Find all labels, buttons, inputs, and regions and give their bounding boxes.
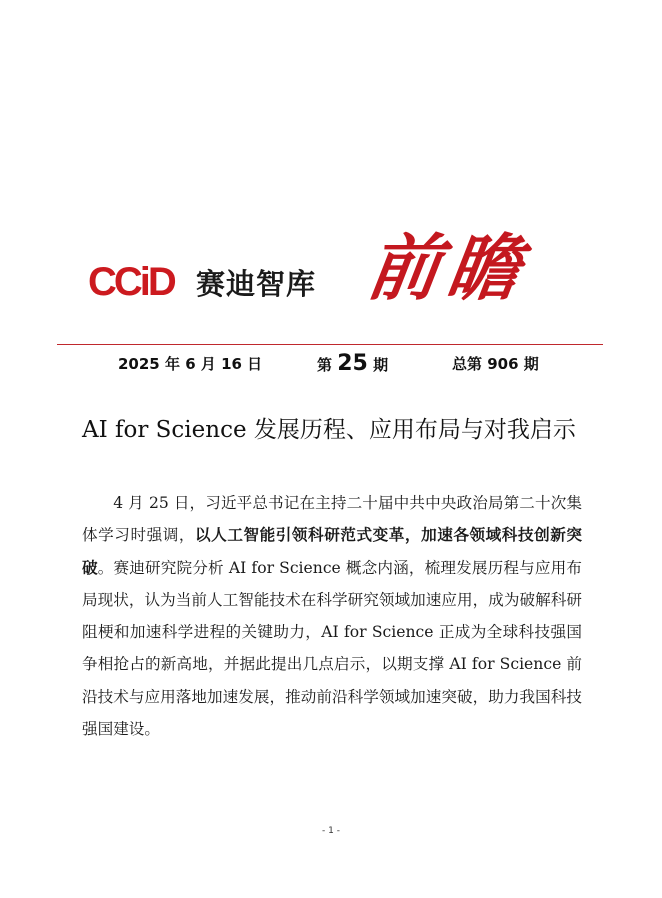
- page-number: - 1 -: [322, 826, 340, 836]
- ccid-logo: CCiD: [88, 260, 174, 304]
- issue-date: 2025 年 6 月 16 日: [118, 355, 263, 373]
- issue-number-prefix: 第: [317, 356, 338, 374]
- lead-paragraph: [82, 487, 582, 745]
- issue-total: 总第 906 期: [452, 355, 539, 373]
- issue-number-suffix: 期: [367, 356, 389, 374]
- issue-number: [317, 350, 388, 378]
- ccid-think-tank-name: 赛迪智库: [196, 267, 317, 301]
- qianzhan-calligraphy-logo: 前瞻: [362, 225, 535, 310]
- lead-text-part2: 。赛迪研究院分析 AI for Science 概念内涵，梳理发展历程与应用布局现状，认为当前人工智能技术在科学研究领域加速应用，成为破解科研阻梗和加速科学进程的关键助力，AI for Science 正成为全球科技强国争相抢占的新高地，并据此提出几点启示，以期支撑 AI for Science 前沿技术与应用落地加速发展，推动前沿科学领域加速突破，助力我国科技强国建设。: [82, 558, 582, 739]
- lead-text-part1: 4 月 25 日，习近平总书记在主持二十届中共中央政治局第二十次集体学习时强调，: [82, 494, 582, 545]
- article-title: AI for Science 发展历程、应用布局与对我启示: [82, 417, 576, 443]
- issue-number-value: 25: [337, 351, 368, 376]
- header-divider: [57, 344, 603, 345]
- masthead: [88, 225, 588, 312]
- lead-text-emphasis: 以人工智能引领科研范式变革，加速各领域科技创新突破: [82, 525, 582, 577]
